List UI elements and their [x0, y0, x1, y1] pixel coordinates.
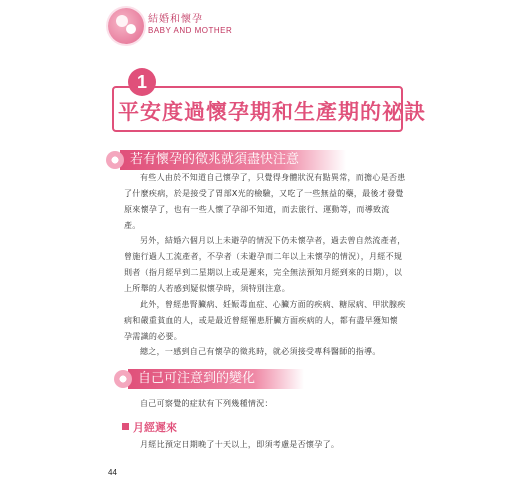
- paragraph: 有些人由於不知道自己懷孕了，只覺得身體狀況有點異常，而擔心是否患了什麼疾病，於是接受了胃部X光的檢驗，又吃了一些無益的藥，最後才發覺原來懷孕了，也有一些人懷了孕卻不知道，而去旅行、運動等，而導致流產。: [124, 173, 406, 230]
- flower-icon: [114, 370, 132, 388]
- paragraph: 月經比預定日期晚了十天以上，即須考慮是否懷孕了。: [140, 440, 340, 449]
- subsection-heading: [122, 419, 177, 435]
- chapter-title: 平安度過懷孕期和生產期的祕訣: [118, 100, 426, 124]
- section-heading-text: 若有懷孕的徵兆就須盡快注意: [130, 152, 300, 167]
- paragraph: 總之，一感到自己有懷孕的徵兆時，就必須接受專科醫師的指導。: [140, 347, 381, 356]
- brand-header: [108, 8, 248, 60]
- paragraph: 另外，結婚六個月以上未避孕的情況下仍未懷孕者，過去曾自然流產者，曾施行過人工流產者，不孕者（未避孕而二年以上未懷孕的情況），月經不規則者（指月經早到二星期以上或是遲來，完全無法預知月經到來的日期），以上所舉的人若感到疑似懷孕時，須特別注意。: [124, 236, 406, 293]
- section-heading-2: [128, 369, 304, 389]
- subsection-heading-text: 月經遲來: [133, 421, 177, 434]
- flower-icon: [106, 151, 124, 169]
- section-heading-text: 自己可注意到的變化: [138, 371, 256, 386]
- chapter-number-badge: 1: [128, 68, 156, 96]
- page-number: 44: [108, 468, 117, 477]
- section-heading-1: [120, 150, 346, 170]
- paragraph: 此外，曾經患腎臟病、妊娠毒血症、心臟方面的疾病、糖尿病、甲狀腺疾病和嚴重貧血的人，或是最近曾經罹患肝臟方面疾病的人，都有盡早獲知懷孕需識的必要。: [124, 300, 406, 341]
- mother-baby-logo-icon: [108, 8, 144, 44]
- brand-title: 結婚和懷孕: [148, 14, 203, 25]
- paragraph: 自己可察覺的症狀有下列幾種情況：: [140, 399, 273, 408]
- brand-subtitle: BABY AND MOTHER: [148, 26, 233, 35]
- square-bullet-icon: [122, 423, 129, 430]
